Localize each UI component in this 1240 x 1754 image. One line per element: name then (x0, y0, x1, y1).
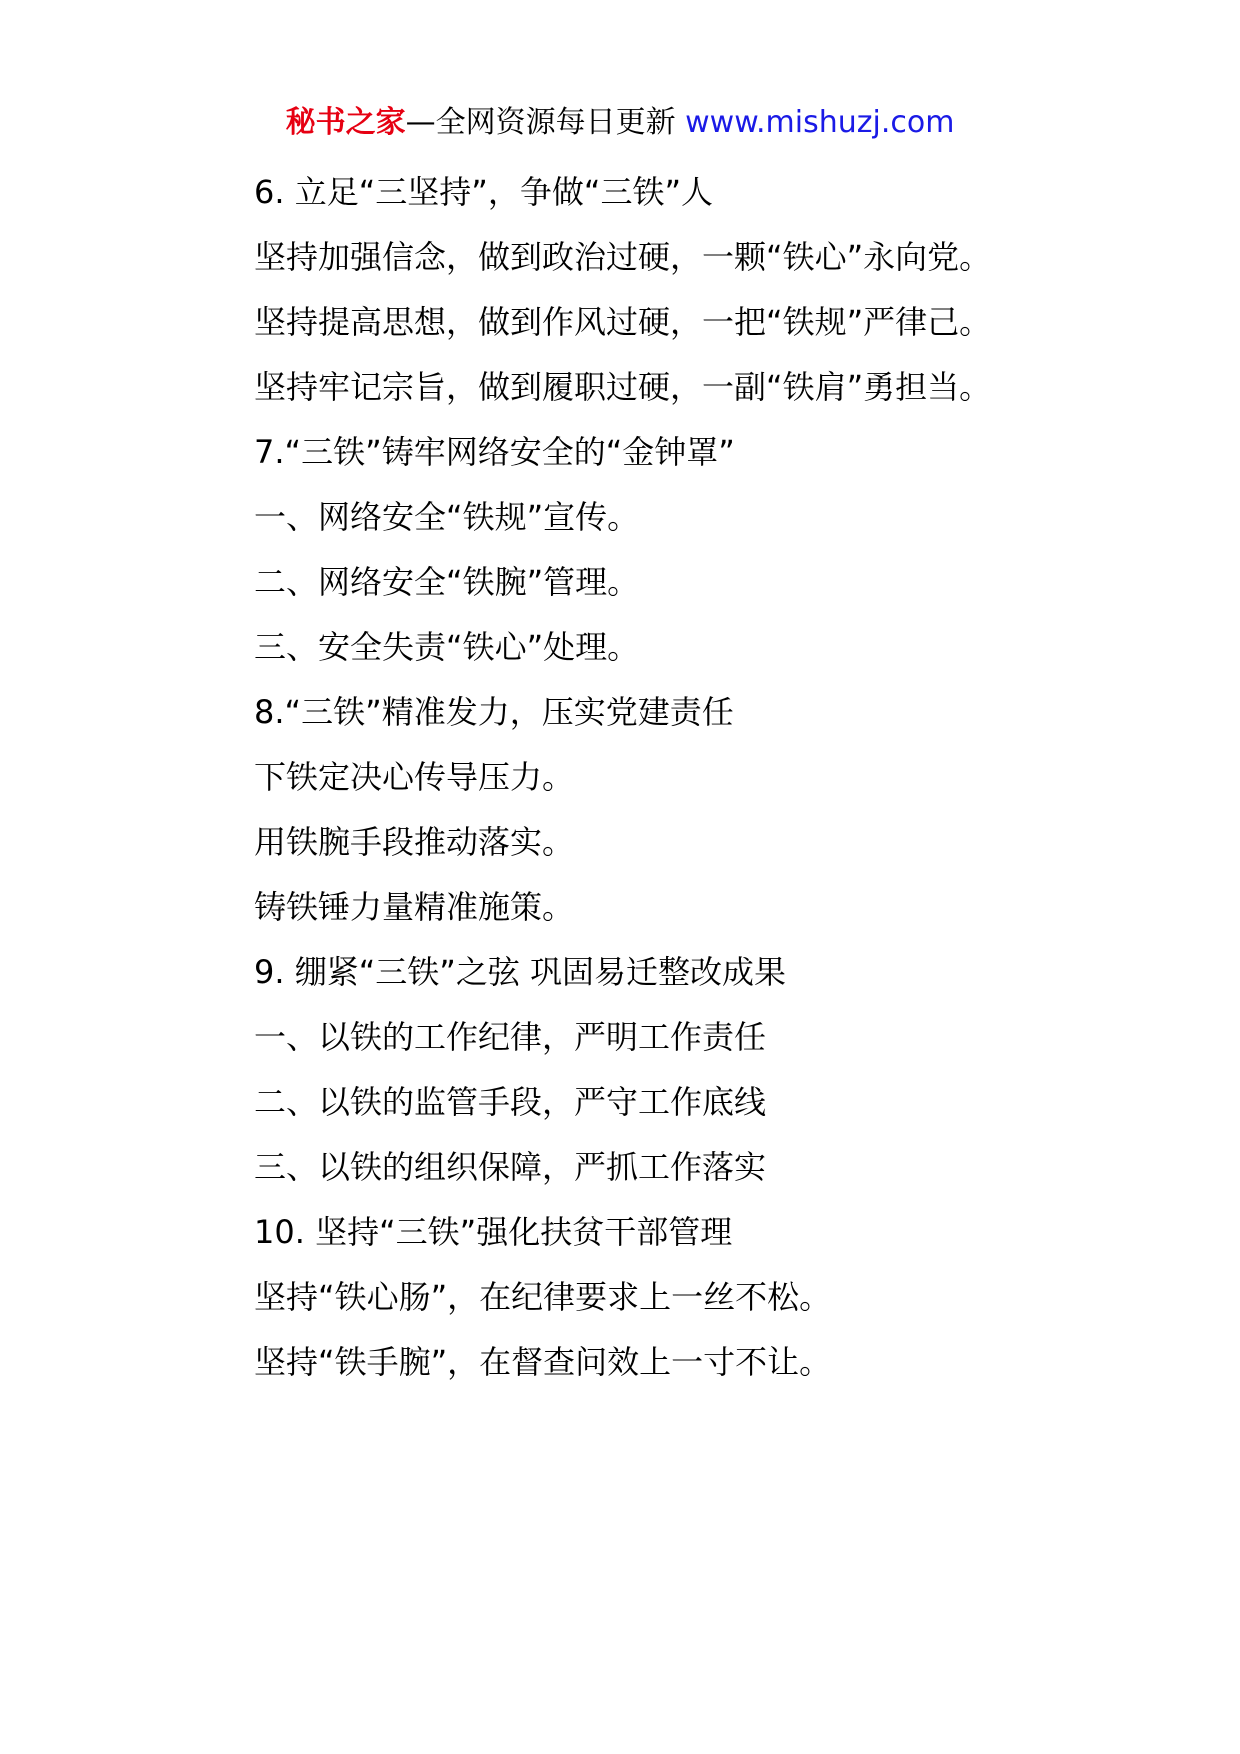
section-8-item-2: 用铁腕手段推动落实。 (254, 823, 575, 861)
section-9-item-1: 一、以铁的工作纪律，严明工作责任 (254, 1018, 767, 1056)
header-tagline: —全网资源每日更新 (405, 105, 686, 140)
section-9-item-2: 二、以铁的监管手段，严守工作底线 (254, 1083, 767, 1121)
section-10-title: 10. 坚持“三铁”强化扶贫干部管理 (254, 1213, 733, 1251)
section-10-item-1: 坚持“铁心肠”，在纪律要求上一丝不松。 (254, 1278, 832, 1316)
site-url-link[interactable]: www.mishuzj.com (685, 105, 955, 140)
section-7-item-1: 一、网络安全“铁规”宣传。 (254, 498, 640, 536)
section-6-paragraph-2: 坚持提高思想，做到作风过硬，一把“铁规”严律己。 (254, 303, 992, 341)
section-10-item-2: 坚持“铁手腕”，在督查问效上一寸不让。 (254, 1343, 832, 1381)
section-6-paragraph-3: 坚持牢记宗旨，做到履职过硬，一副“铁肩”勇担当。 (254, 368, 992, 406)
section-7-item-3: 三、安全失责“铁心”处理。 (254, 628, 640, 666)
section-6-title: 6. 立足“三坚持”，争做“三铁”人 (254, 173, 714, 211)
section-6-paragraph-1: 坚持加强信念，做到政治过硬，一颗“铁心”永向党。 (254, 238, 992, 276)
section-7-item-2: 二、网络安全“铁腕”管理。 (254, 563, 640, 601)
brand-name: 秘书之家 (285, 105, 406, 140)
section-8-title: 8.“三铁”精准发力，压实党建责任 (254, 693, 734, 731)
page-header (0, 100, 1240, 146)
section-8-item-3: 铸铁锤力量精准施策。 (254, 888, 575, 926)
section-9-item-3: 三、以铁的组织保障，严抓工作落实 (254, 1148, 767, 1186)
section-8-item-1: 下铁定决心传导压力。 (254, 758, 575, 796)
document-body (188, 160, 1058, 1395)
section-9-title: 9. 绷紧“三铁”之弦 巩固易迁整改成果 (254, 953, 787, 991)
section-7-title: 7.“三铁”铸牢网络安全的“金钟罩” (254, 433, 735, 471)
